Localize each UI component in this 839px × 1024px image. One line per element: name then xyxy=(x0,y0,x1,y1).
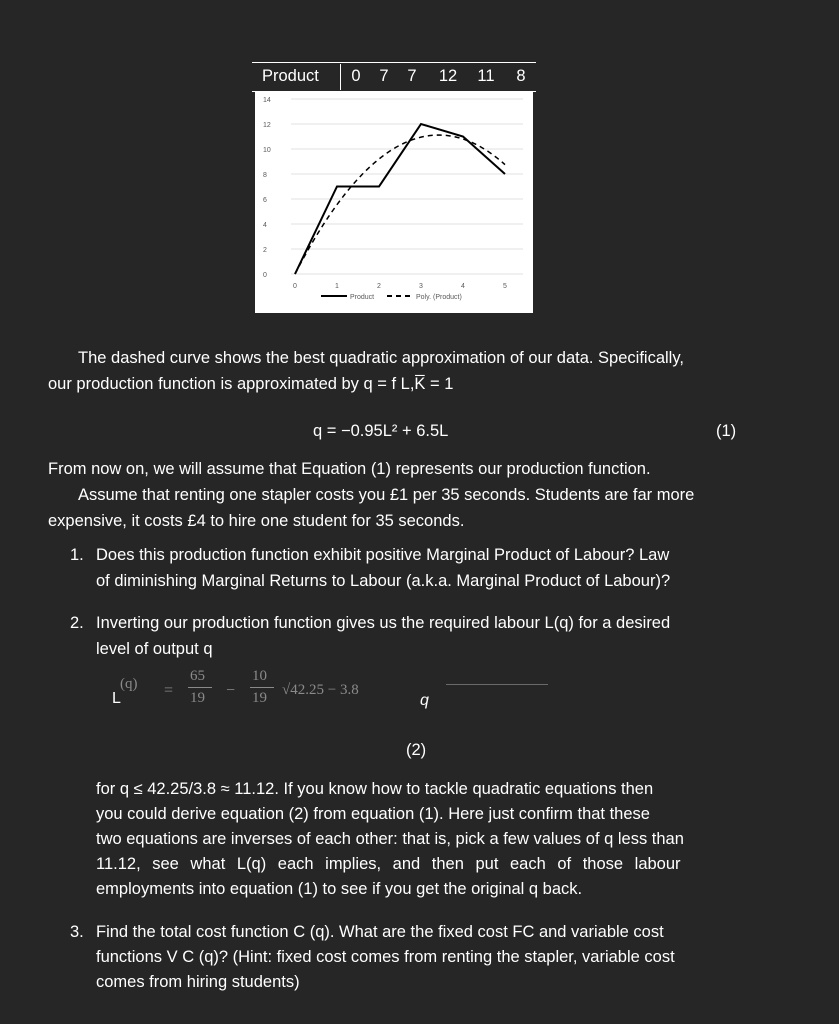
equation-2-number: (2) xyxy=(406,741,427,759)
item-3-line-2: functions V C (q)? (Hint: fixed cost comes from renting the stapler, variable cost xyxy=(96,948,675,966)
paragraph-3-line-5: employments into equation (1) to see if you get the original q back. xyxy=(96,880,583,898)
equation-2-L: L xyxy=(112,690,121,707)
equation-1-number: (1) xyxy=(716,422,737,440)
paragraph-1-line-2: our production function is approximated by q = f L,K̅ = 1 xyxy=(48,375,454,393)
y-tick-label: 10 xyxy=(263,147,271,154)
paragraph-3-line-2: you could derive equation (2) from equation (1). Here just confirm that these xyxy=(96,805,650,823)
table-cell: 12 xyxy=(438,67,458,85)
item-3-line-3: comes from hiring students) xyxy=(96,973,300,991)
equation-2-overline xyxy=(446,684,548,685)
x-tick-label: 3 xyxy=(419,283,423,290)
table-header: Product xyxy=(262,67,319,85)
x-tick-label: 2 xyxy=(377,283,381,290)
paragraph-3-line-3: two equations are inverses of each other: that is, pick a few values of q less than xyxy=(96,830,684,848)
item-1-line-2: of diminishing Marginal Returns to Labour (a.k.a. Marginal Product of Labour)? xyxy=(96,572,671,590)
equation-2-frac2-num: 10 xyxy=(252,668,267,684)
y-tick-label: 2 xyxy=(263,247,267,254)
x-tick-label: 4 xyxy=(461,283,465,290)
table-cell: 0 xyxy=(351,67,361,85)
y-tick-label: 4 xyxy=(263,222,267,229)
paragraph-2-line-3: expensive, it costs £4 to hire one student for 35 seconds. xyxy=(48,512,465,530)
paragraph-1-line-1: The dashed curve shows the best quadratic approximation of our data. Specifically, xyxy=(78,349,684,367)
item-2-line-2: level of output q xyxy=(96,640,213,658)
paragraph-3-line-4: 11.12, see what L(q) each implies, and then put each of those labour xyxy=(96,855,681,873)
equation-2-q: q xyxy=(420,692,429,709)
y-tick-label: 8 xyxy=(263,172,267,179)
y-tick-label: 0 xyxy=(263,272,267,279)
item-2-line-1: Inverting our production function gives us the required labour L(q) for a desired xyxy=(96,614,671,632)
table-cell: 7 xyxy=(407,67,417,85)
table-cell: 8 xyxy=(516,67,526,85)
chart-svg xyxy=(255,91,533,313)
production-chart xyxy=(255,91,533,313)
equation-2-arg: (q) xyxy=(120,676,138,692)
item-2-number: 2. xyxy=(70,614,84,632)
equation-2-minus: − xyxy=(226,682,236,699)
y-tick-label: 6 xyxy=(263,197,267,204)
equation-2-frac1-den: 19 xyxy=(190,690,205,706)
product-table xyxy=(252,62,536,92)
table-divider xyxy=(340,64,341,90)
equation-1: q = −0.95L² + 6.5L xyxy=(313,422,449,440)
item-1-line-1: Does this production function exhibit positive Marginal Product of Labour? Law xyxy=(96,546,670,564)
y-tick-label: 14 xyxy=(263,97,271,104)
item-3-number: 3. xyxy=(70,923,84,941)
table-cell: 11 xyxy=(477,67,495,85)
equation-2-frac1-bar xyxy=(188,687,212,688)
equation-2-frac2-bar xyxy=(250,687,274,688)
table-top-rule xyxy=(252,62,536,63)
legend-label-poly: Poly. (Product) xyxy=(416,294,462,301)
paragraph-2-line-1: From now on, we will assume that Equation (1) represents our production function. xyxy=(48,460,651,478)
item-1-number: 1. xyxy=(70,546,84,564)
x-tick-label: 0 xyxy=(293,283,297,290)
equation-2-frac2-den: 19 xyxy=(252,690,267,706)
equation-2-sqrt: √42.25 − 3.8 xyxy=(282,682,359,698)
paragraph-2-line-2: Assume that renting one stapler costs you £1 per 35 seconds. Students are far more xyxy=(78,486,695,504)
x-tick-label: 5 xyxy=(503,283,507,290)
item-3-line-1: Find the total cost function C (q). What are the fixed cost FC and variable cost xyxy=(96,923,664,941)
equation-2-frac1-num: 65 xyxy=(190,668,205,684)
paragraph-3-line-1: for q ≤ 42.25/3.8 ≈ 11.12. If you know how to tackle quadratic equations then xyxy=(96,780,654,798)
table-cell: 7 xyxy=(379,67,389,85)
equation-2-equals: = xyxy=(164,682,174,699)
legend-label-product: Product xyxy=(350,294,375,301)
y-tick-label: 12 xyxy=(263,122,271,129)
x-tick-label: 1 xyxy=(335,283,339,290)
